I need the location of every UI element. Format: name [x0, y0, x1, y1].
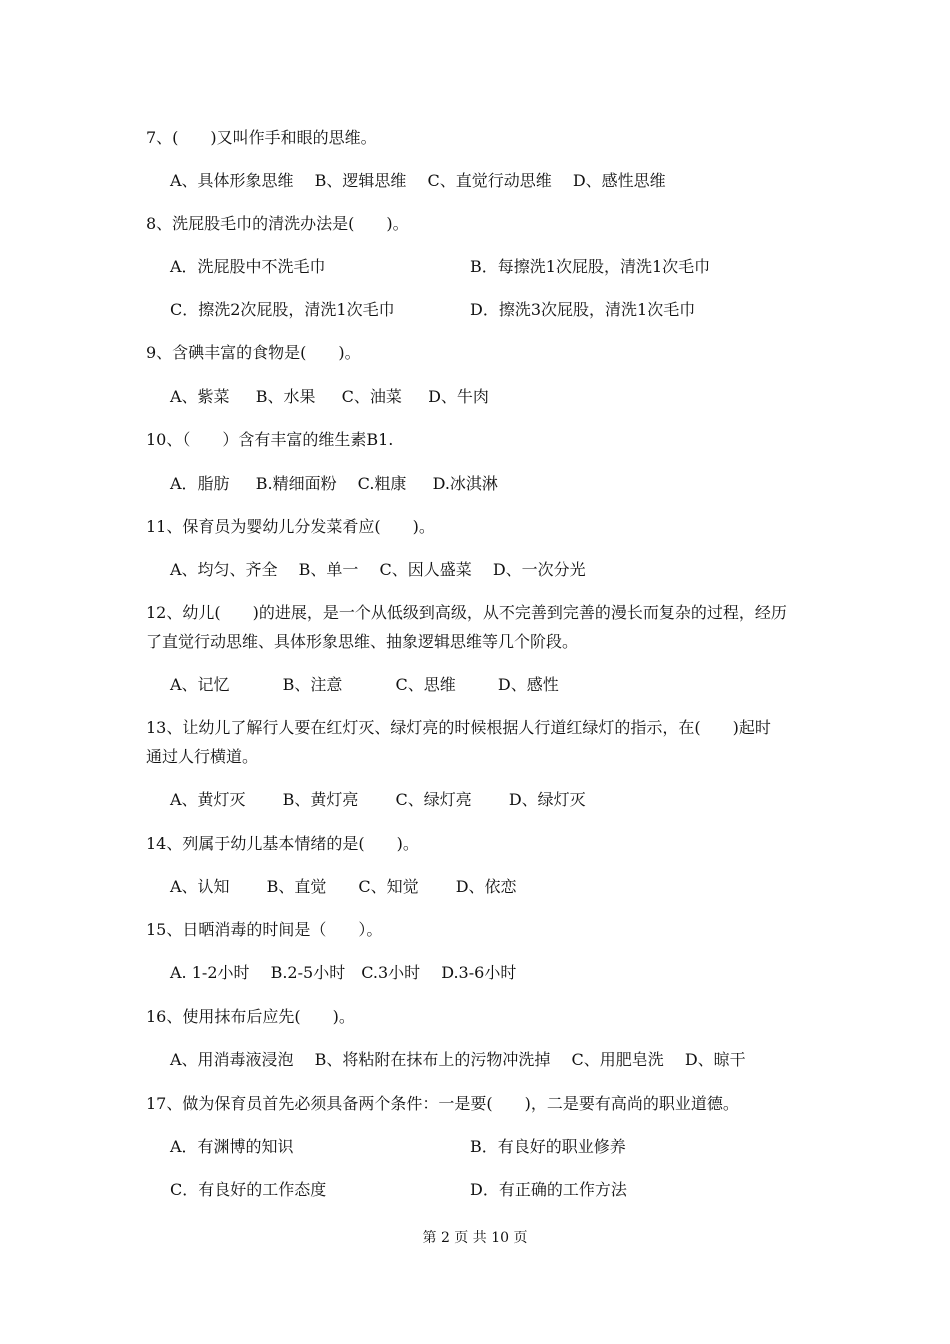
question-10-options: A．脂肪 B.精细面粉 C.粗康 D.冰淇淋	[170, 474, 498, 493]
question-9: 9、含碘丰富的食物是( )。	[146, 343, 361, 362]
question-13-cont: 通过人行横道。	[146, 747, 259, 766]
question-9-options: A、紫菜 B、水果 C、油菜 D、牛肉	[170, 387, 489, 406]
question-10: 10、（ ）含有丰富的维生素B1.	[146, 430, 394, 449]
question-8-option-b: B．每擦洗1次屁股，清洗1次毛巾	[470, 257, 711, 276]
question-15-options: A. 1-2小时 B.2-5小时 C.3小时 D.3-6小时	[170, 963, 517, 982]
question-17-option-d: D．有正确的工作方法	[470, 1180, 627, 1199]
question-12-options: A、记忆 B、注意 C、思维 D、感性	[170, 675, 559, 694]
question-17: 17、做为保育员首先必须具备两个条件：一是要( )，二是要有高尚的职业道德。	[146, 1094, 739, 1113]
question-15: 15、日晒消毒的时间是（ ）。	[146, 920, 383, 939]
question-13-options: A、黄灯灭 B、黄灯亮 C、绿灯亮 D、绿灯灭	[170, 790, 586, 809]
question-13: 13、让幼儿了解行人要在红灯灭、绿灯亮的时候根据人行道红绿灯的指示，在( )起时	[146, 718, 771, 737]
question-8: 8、洗屁股毛巾的清洗办法是( )。	[146, 214, 409, 233]
question-7-options: A、具体形象思维 B、逻辑思维 C、直觉行动思维 D、感性思维	[170, 171, 666, 190]
page-footer: 第 2 页 共 10 页	[422, 1230, 528, 1246]
question-16-options: A、用消毒液浸泡 B、将粘附在抹布上的污物冲洗掉 C、用肥皂洗 D、晾干	[170, 1050, 746, 1069]
question-7: 7、( )又叫作手和眼的思维。	[146, 128, 377, 147]
question-8-option-d: D．擦洗3次屁股，清洗1次毛巾	[470, 300, 696, 319]
question-8-option-c: C．擦洗2次屁股，清洗1次毛巾	[170, 300, 395, 319]
question-14: 14、列属于幼儿基本情绪的是( )。	[146, 834, 419, 853]
question-17-option-b: B．有良好的职业修养	[470, 1137, 626, 1156]
question-8-option-a: A．洗屁股中不洗毛巾	[170, 257, 326, 276]
question-11: 11、保育员为婴幼儿分发菜肴应( )。	[146, 517, 435, 536]
question-16: 16、使用抹布后应先( )。	[146, 1007, 355, 1026]
question-17-option-c: C．有良好的工作态度	[170, 1180, 327, 1199]
question-17-option-a: A．有渊博的知识	[170, 1137, 294, 1156]
question-14-options: A、认知 B、直觉 C、知觉 D、依恋	[170, 877, 517, 896]
question-12: 12、幼儿( )的进展，是一个从低级到高级，从不完善到完善的漫长而复杂的过程，经历	[146, 603, 787, 622]
question-12-cont: 了直觉行动思维、具体形象思维、抽象逻辑思维等几个阶段。	[146, 632, 579, 651]
question-11-options: A、均匀、齐全 B、单一 C、因人盛菜 D、一次分光	[170, 560, 586, 579]
